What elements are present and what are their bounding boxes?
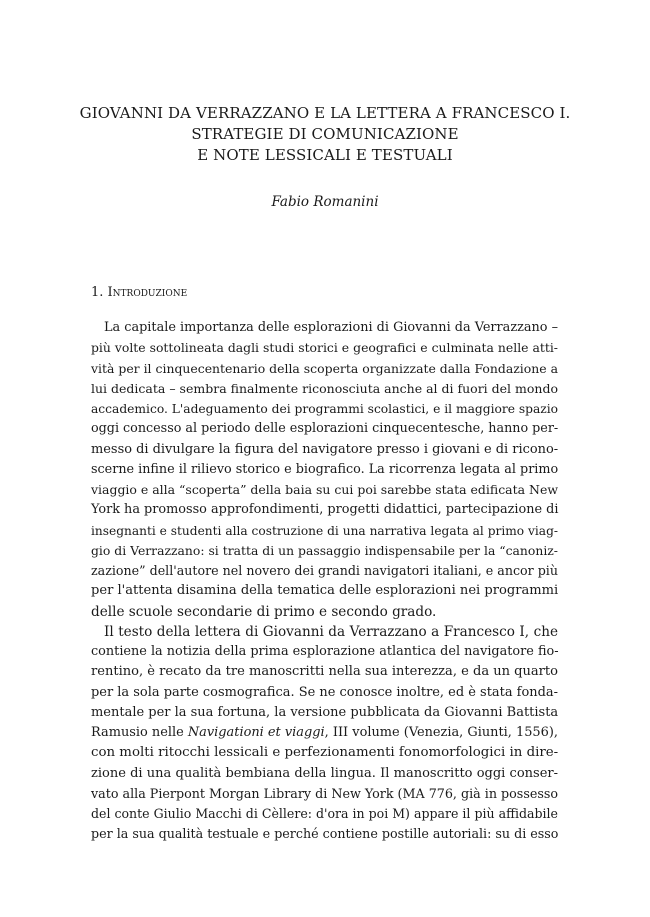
text-line: oggi concesso al periodo delle esplorazioni cinquecentesche, hanno per- (91, 421, 559, 437)
text-line: per la sola parte cosmografica. Se ne conosce inoltre, ed è stata fonda- (91, 684, 558, 700)
section-number: 1. (91, 285, 108, 300)
text-line: York ha promosso approfondimenti, progetti didattici, partecipazione di (91, 502, 559, 518)
text-fragment: Ramusio nelle (91, 725, 188, 740)
book-title: Navigationi et viaggi (187, 725, 325, 740)
text-line: viaggio e alla “scoperta” della baia su cui poi sarebbe stata edificata New (91, 482, 558, 497)
text-line: delle scuole secondarie di primo e secondo grado. (91, 603, 437, 620)
text-line: rentino, è recato da tre manoscritti nella sua interezza, e da un quarto (91, 664, 558, 680)
text-line: gio di Verrazzano: si tratta di un passaggio indispensabile per la “canoniz- (91, 543, 558, 558)
title-line: GIOVANNI DA VERRAZZANO E LA LETTERA A FRANCESCO I. (79, 104, 571, 122)
text-line (91, 723, 558, 743)
text-line: vato alla Pierpont Morgan Library di New York (MA 776, già in possesso (91, 785, 558, 801)
text-line: più volte sottolineata dagli studi storici e geografici e culminata nelle atti- (91, 340, 558, 356)
text-line: scerne infine il rilievo storico e biografico. La ricorrenza legata al primo (91, 461, 559, 477)
section-heading (91, 285, 187, 300)
text-line: lui dedicata – sembra finalmente riconosciuta anche al di fuori del mondo (91, 380, 558, 396)
text-line: La capitale importanza delle esplorazioni di Giovanni da Verrazzano – (104, 320, 558, 335)
title-line: E NOTE LESSICALI E TESTUALI (197, 146, 453, 164)
text-line: contiene la notizia della prima esplorazione atlantica del navigatore fio- (91, 644, 559, 659)
text-line: Il testo della lettera di Giovanni da Verrazzano a Francesco I, che (104, 623, 558, 640)
body-text (91, 318, 558, 845)
title-line: STRATEGIE DI COMUNICAZIONE (191, 125, 459, 143)
text-line: messo di divulgare la figura del navigatore presso i giovani e di ricono- (91, 441, 559, 457)
text-line: per la sua qualità testuale e perché contiene postille autoriali: su di esso (91, 826, 559, 842)
section-title: Introduzione (107, 285, 188, 300)
author-name: Fabio Romanini (271, 194, 379, 210)
text-line: zione di una qualità bembiana della lingua. Il manoscritto oggi conser- (91, 765, 558, 781)
article-title (40, 103, 610, 166)
text-fragment: , III volume (Venezia, Giunti, 1556), (324, 725, 558, 740)
text-line: accademico. L'adeguamento dei programmi scolastici, e il maggiore spazio (91, 402, 559, 416)
text-line: vità per il cinquecentenario della scoperta organizzate dalla Fondazione a (91, 360, 558, 376)
text-line: con molti ritocchi lessicali e perfezionamenti fonomorfologici in dire- (91, 745, 559, 761)
text-line: per l'attenta disamina della tematica delle esplorazioni nei programmi (91, 583, 559, 599)
text-line: zazione” dell'autore nel novero dei grandi navigatori italiani, e ancor più (91, 563, 558, 578)
text-line: mentale per la sua fortuna, la versione pubblicata da Giovanni Battista (91, 704, 559, 720)
text-line: insegnanti e studenti alla costruzione di una narrativa legata al primo viag- (91, 523, 558, 538)
text-line: del conte Giulio Macchi di Cèllere: d'ora in poi M) appare il più affidabile (91, 806, 558, 821)
